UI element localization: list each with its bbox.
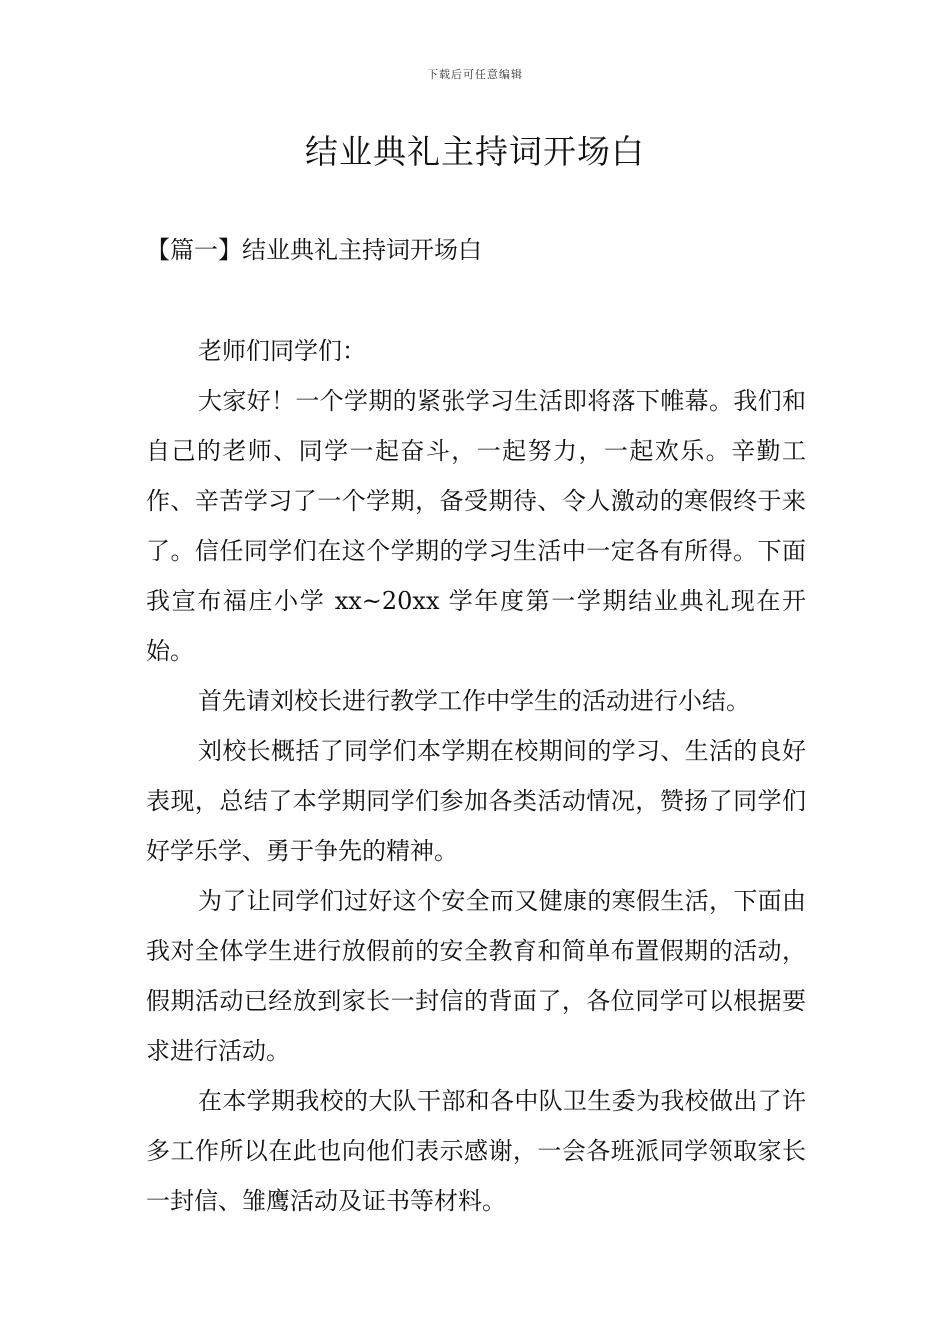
document-title: 结业典礼主持词开场白 xyxy=(305,132,645,171)
paragraph-principal-summary: 刘校长概括了同学们本学期在校期间的学习、生活的良好表现，总结了本学期同学们参加各类活动情况，赞扬了同学们好学乐学、勇于争先的精神。 xyxy=(146,737,806,865)
paragraph-safety-education: 为了让同学们过好这个安全而又健康的寒假生活，下面由我对全体学生进行放假前的安全教育和简单布置假期的活动，假期活动已经放到家长一封信的背面了，各位同学可以根据要求进行活动。 xyxy=(146,887,806,1065)
paragraph-opening: 大家好！一个学期的紧张学习生活即将落下帷幕。我们和自己的老师、同学一起奋斗，一起努力，一起欢乐。辛勤工作、辛苦学习了一个学期，备受期待、令人激动的寒假终于来了。信任同学们在这个学期的学习生活中一定各有所得。下面我宣布福庄小学 xx~20xx 学年度第一学期结业典礼现在开始。 xyxy=(146,387,806,665)
section-heading: 【篇一】结业典礼主持词开场白 xyxy=(146,236,482,264)
document-body xyxy=(146,326,806,1226)
paragraph-thanks: 在本学期我校的大队干部和各中队卫生委为我校做出了许多工作所以在此也向他们表示感谢，一会各班派同学领取家长一封信、雏鹰活动及证书等材料。 xyxy=(146,1087,806,1215)
header-note: 下载后可任意编辑 xyxy=(427,68,523,81)
paragraph-greeting: 老师们同学们： xyxy=(198,337,366,365)
paragraph-principal-summary-intro: 首先请刘校长进行教学工作中学生的活动进行小结。 xyxy=(198,687,750,715)
